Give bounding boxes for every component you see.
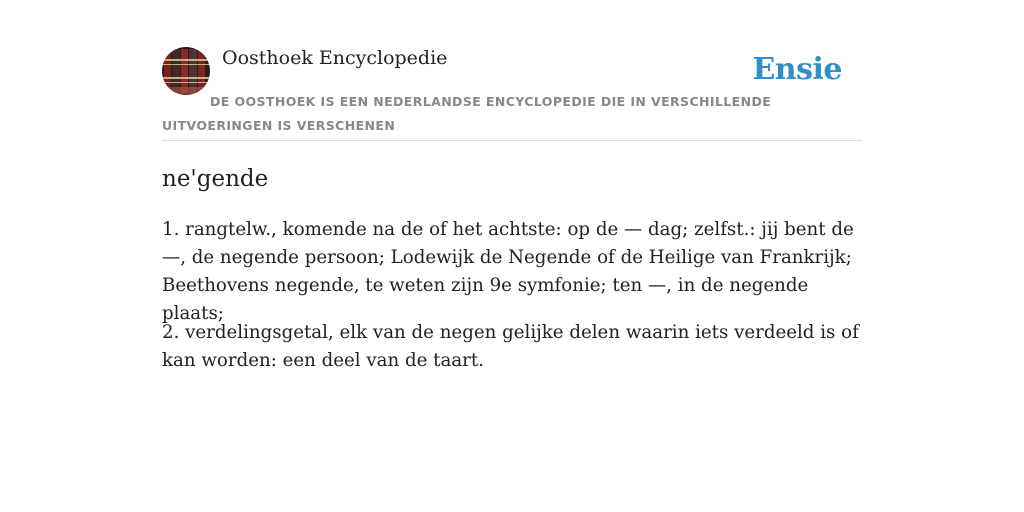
definition-2: 2. verdelingsgetal, elk van de negen gelijke delen waarin iets verdeeld is of kan worden: een deel van de taart. — [162, 322, 859, 371]
entry-title: ne'gende — [162, 166, 269, 192]
site-title[interactable]: Oosthoek Encyclopedie — [222, 47, 448, 69]
site-subtitle: DE OOSTHOEK IS EEN NEDERLANDSE ENCYCLOPEDIE DIE IN VERSCHILLENDE UITVOERINGEN IS VERSCHENEN — [162, 94, 772, 133]
book-spines-icon[interactable] — [162, 47, 210, 95]
definition-1: 1. rangtelw., komende na de of het achtste: op de — dag; zelfst.: jij bent de —, de negende persoon; Lodewijk de Negende of de Heilige van Frankrijk; Beethovens negende, te weten zijn 9e symfonie; ten —, in de negende plaats; — [162, 219, 854, 324]
brand-logo[interactable]: Ensie — [752, 52, 842, 87]
site-header — [162, 0, 862, 141]
page — [162, 0, 862, 512]
